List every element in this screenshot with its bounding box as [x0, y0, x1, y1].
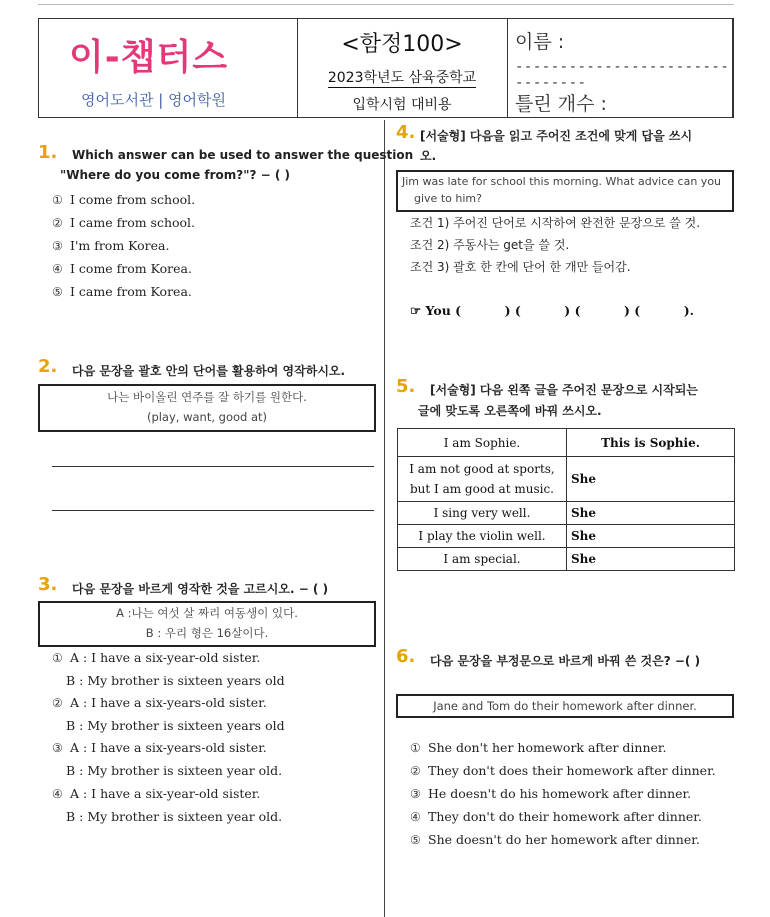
q5-right-cell[interactable]: This is Sophie. [567, 429, 735, 457]
page-top-line [38, 4, 734, 5]
q5-number: 5. [396, 376, 416, 397]
name-label: 이름 : [515, 31, 565, 53]
exam-subtitle-2: 입학시험 대비용 [352, 97, 452, 113]
q4-conditions [410, 214, 700, 280]
q4-number: 4. [396, 122, 416, 143]
q1-text-line2: "Where do you come from?"? − ( ) [60, 168, 290, 182]
q1-text-line1: Which answer can be used to answer the question [72, 148, 414, 162]
q4-text-line1: [서술형] 다음을 읽고 주어진 조건에 맞게 답을 쓰시 [420, 129, 693, 143]
q5-text-line2: 글에 맞도록 오른쪽에 바꿔 쓰시오. [418, 404, 602, 418]
q2-answer-line[interactable] [52, 510, 374, 511]
table-row [398, 525, 735, 548]
exam-title: <함정100> [341, 32, 463, 57]
q6-option[interactable]: ④ They don't do their homework after dinner. [410, 809, 702, 824]
q4-box-line1: Jim was late for school this morning. What advice can you [402, 175, 722, 188]
q6-option[interactable]: ③ He doesn't do his homework after dinner. [410, 786, 692, 801]
q2-number: 2. [38, 356, 58, 377]
q5-right-cell[interactable]: She [567, 548, 735, 571]
column-divider [384, 120, 385, 917]
q5-left-cell: I am special. [398, 548, 567, 571]
table-row [398, 429, 735, 457]
q4-condition: 조건 2) 주동사는 get을 쓸 것. [410, 238, 570, 252]
logo-cell [39, 19, 298, 117]
q1-number: 1. [38, 142, 58, 163]
q3-option[interactable]: ④ A : I have a six-year-old sister. B : My brother is sixteen year old. [52, 786, 283, 824]
q3-option[interactable]: ② A : I have a six-years-old sister. B : My brother is sixteen years old [52, 695, 285, 733]
logo-main: 이-챕터스 [69, 37, 229, 78]
name-line: -------------------------------- [515, 59, 730, 91]
q3-text: 다음 문장을 바르게 영작한 것을 고르시오. − ( ) [72, 582, 329, 596]
q3-box-line1: A :나는 여섯 살 짜리 여동생이 있다. [116, 606, 298, 620]
q4-condition: 조건 1) 주어진 단어로 시작하여 완전한 문장으로 쓸 것. [410, 216, 701, 230]
q1-option[interactable]: ① I come from school. [52, 192, 196, 207]
q4-box [396, 170, 734, 212]
q3-box [38, 601, 376, 647]
q3-option[interactable]: ③ A : I have a six-years-old sister. B : My brother is sixteen year old. [52, 740, 283, 778]
table-row [398, 548, 735, 571]
q5-right-cell[interactable]: She [567, 457, 735, 502]
logo-sub: 영어도서관 | 영어학원 [81, 91, 227, 109]
q3-options [52, 650, 285, 832]
q1-option[interactable]: ⑤ I came from Korea. [52, 284, 192, 299]
exam-header [38, 18, 734, 118]
q5-left-cell: I am Sophie. [398, 429, 567, 457]
q6-option[interactable]: ① She don't her homework after dinner. [410, 740, 667, 755]
q2-answer-line[interactable] [52, 466, 374, 467]
table-row [398, 502, 735, 525]
q3-option[interactable]: ① A : I have a six-year-old sister. B : My brother is sixteen years old [52, 650, 285, 688]
q6-option[interactable]: ② They don't does their homework after dinner. [410, 763, 716, 778]
q2-text: 다음 문장을 괄호 안의 단어를 활용하여 영작하시오. [72, 364, 346, 378]
q4-text-line2: 오. [420, 149, 437, 163]
q4-condition: 조건 3) 괄호 한 칸에 단어 한 개만 들어감. [410, 260, 631, 274]
q6-text: 다음 문장을 부정문으로 바르게 바꿔 쓴 것은? −( ) [430, 654, 701, 668]
q3-number: 3. [38, 574, 58, 595]
q1-option[interactable]: ③ I'm from Korea. [52, 238, 170, 253]
q6-box-text: Jane and Tom do their homework after dinner. [433, 699, 697, 713]
q5-text-line1: [서술형] 다음 왼쪽 글을 주어진 문장으로 시작되는 [430, 383, 698, 397]
q1-option[interactable]: ② I came from school. [52, 215, 196, 230]
q5-left-cell: I am not good at sports, but I am good at music. [398, 457, 567, 502]
title-cell [297, 19, 508, 117]
q6-number: 6. [396, 646, 416, 667]
q5-right-cell[interactable]: She [567, 502, 735, 525]
q1-option[interactable]: ④ I come from Korea. [52, 261, 192, 276]
exam-subtitle: 2023학년도 삼육중학교 [327, 70, 477, 86]
q2-box-line2: (play, want, good at) [146, 410, 268, 424]
q6-box [396, 694, 734, 718]
table-row [398, 457, 735, 502]
q5-left-cell: I sing very well. [398, 502, 567, 525]
q5-right-cell[interactable]: She [567, 525, 735, 548]
q1-options [52, 192, 195, 307]
q3-box-line2: B : 우리 형은 16살이다. [145, 626, 269, 640]
q2-box [38, 384, 376, 432]
q5-left-cell: I play the violin well. [398, 525, 567, 548]
q2-box-line1: 나는 바이올린 연주를 잘 하기를 원한다. [107, 390, 307, 404]
q6-option[interactable]: ⑤ She doesn't do her homework after dinner. [410, 832, 700, 847]
q4-box-line2: give to him? [414, 192, 482, 205]
q4-answer[interactable]: ☞ You ( ) ( ) ( ) ( ). [410, 303, 694, 318]
q6-options [410, 740, 716, 855]
info-cell [507, 19, 733, 117]
wrong-count-label: 틀린 개수 : [515, 93, 607, 115]
q5-table [397, 428, 735, 571]
